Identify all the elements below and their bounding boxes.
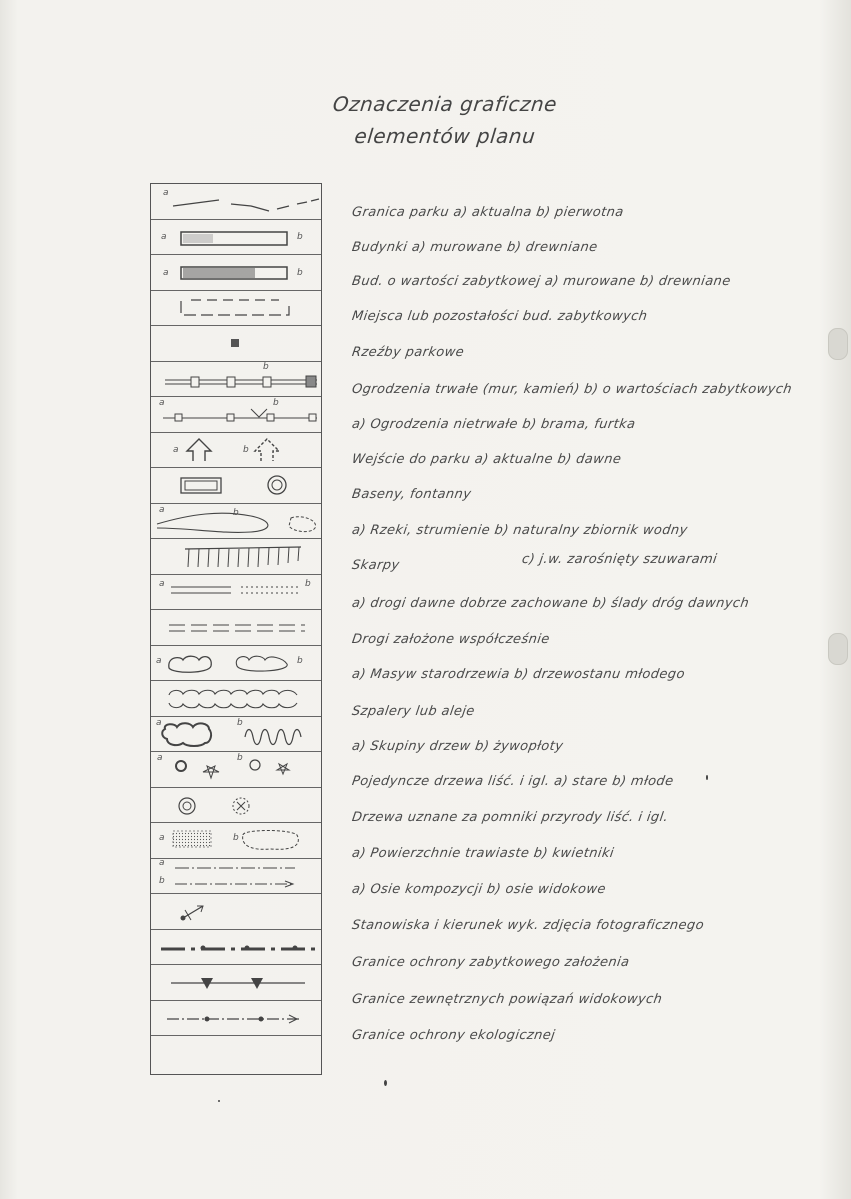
legend-text-protection-eco: Granice ochrony ekologicznej [350, 1028, 557, 1043]
symbol-tree-groups: a b [151, 717, 321, 753]
symbol-natural-monuments [151, 788, 321, 824]
legend-text-fences-temporary: a) Ogrodzenia nietrwałe b) brama, furtka [350, 417, 637, 432]
legend-symbol-table [150, 183, 322, 1075]
symbol-monument-buildings: a b [151, 255, 321, 291]
ink-speck [218, 1100, 220, 1102]
legend-text-tree-groups: a) Skupiny drzew b) żywopłoty [350, 739, 565, 754]
symbol-protection-monument [151, 930, 321, 966]
legend-text-photo-stations: Stanowiska i kierunek wyk. zdjęcia fotograficznego [350, 918, 705, 933]
legend-text-natural-monuments: Drzewa uznane za pomniki przyrody liść. i igl. [350, 810, 670, 825]
symbol-entrance: a b [151, 433, 321, 469]
legend-text-entrance: Wejście do parku a) aktualne b) dawne [350, 452, 623, 467]
symbol-single-trees: a b [151, 752, 321, 788]
legend-text-stands: a) Masyw starodrzewia b) drzewostanu młodego [350, 667, 686, 682]
legend-text-protection-monument: Granice ochrony zabytkowego założenia [350, 955, 631, 970]
legend-text-monument-buildings: Bud. o wartości zabytkowej a) murowane b) drewniane [350, 274, 732, 289]
ink-speck [384, 1080, 387, 1086]
symbol-roads-new [151, 610, 321, 646]
page-subtitle: elementów planu [353, 124, 537, 148]
symbol-fences-temporary: a b [151, 397, 321, 433]
symbol-pools [151, 468, 321, 504]
legend-text-axes: a) Osie kompozycji b) osie widokowe [350, 882, 607, 897]
legend-text-lawns: a) Powierzchnie trawiaste b) kwietniki [350, 846, 615, 861]
legend-text-buildings: Budynki a) murowane b) drewniane [350, 240, 599, 255]
page-title: Oznaczenia graficzne [331, 92, 559, 116]
legend-text-rivers: a) Rzeki, strumienie b) naturalny zbiornik wodny [350, 523, 689, 538]
symbol-stands: a b [151, 646, 321, 682]
symbol-rivers: a b [151, 504, 321, 540]
legend-text-view-links: Granice zewnętrznych powiązań widokowych [350, 992, 664, 1007]
symbol-photo-stations [151, 894, 321, 930]
symbol-boundary: a [151, 184, 321, 220]
punch-hole [828, 633, 848, 665]
legend-text-escarpments: Skarpy [350, 558, 401, 573]
symbol-empty-row [151, 1036, 321, 1074]
legend-text-roads-old: a) drogi dawne dobrze zachowane b) ślady dróg dawnych [350, 596, 751, 611]
symbol-protection-eco [151, 1001, 321, 1037]
symbol-view-links [151, 965, 321, 1001]
symbol-roads-old: a b [151, 575, 321, 611]
symbol-sculptures [151, 326, 321, 362]
symbol-fences-permanent: b [151, 362, 321, 398]
legend-text-ruins: Miejsca lub pozostałości bud. zabytkowych [350, 309, 649, 324]
legend-text-hedges: Szpalery lub aleje [350, 704, 476, 719]
symbol-lawns: a b [151, 823, 321, 859]
symbol-buildings: a b [151, 220, 321, 256]
symbol-escarpments [151, 539, 321, 575]
legend-text-sculptures: Rzeźby parkowe [350, 345, 466, 360]
symbol-ruins [151, 291, 321, 327]
legend-text-pools: Baseny, fontanny [350, 487, 473, 502]
punch-hole [828, 328, 848, 360]
ink-speck [706, 775, 708, 780]
symbol-hedges [151, 681, 321, 717]
legend-text-boundary: Granica parku a) aktualna b) pierwotna [350, 205, 625, 220]
legend-text-fences-permanent: Ogrodzenia trwałe (mur, kamień) b) o wartościach zabytkowych [350, 382, 793, 397]
legend-text-roads-new: Drogi założone współcześnie [350, 632, 551, 647]
legend-text-escarpments-c: c) j.w. zarośnięty szuwarami [520, 552, 719, 567]
legend-text-single-trees: Pojedyncze drzewa liść. i igl. a) stare b) młode [350, 774, 675, 789]
symbol-axes: a b [151, 859, 321, 895]
